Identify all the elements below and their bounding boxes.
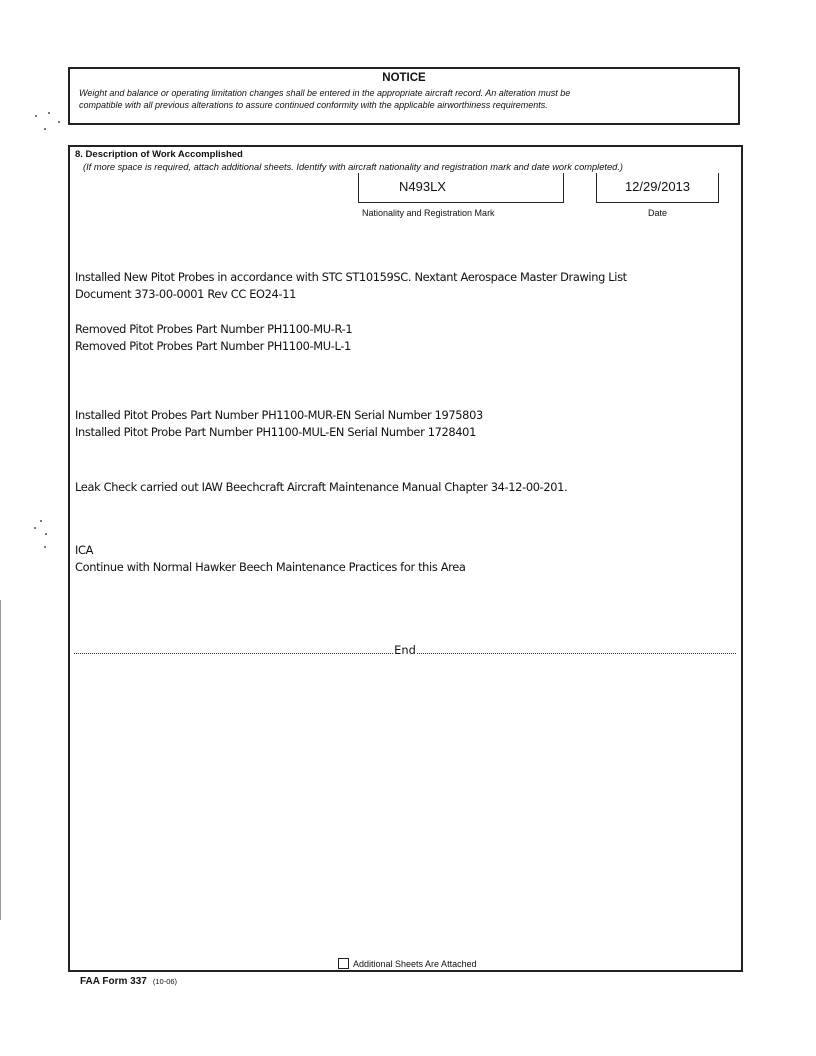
end-marker: End: [394, 643, 416, 657]
end-marker-line: [74, 643, 736, 657]
date-value: 12/29/2013: [624, 179, 691, 194]
work-line: Leak Check carried out IAW Beechcraft Aircraft Maintenance Manual Chapter 34-12-00-201.: [75, 480, 568, 494]
work-line: ICA: [75, 543, 94, 557]
additional-sheets-checkbox[interactable]: [338, 958, 349, 969]
notice-box: [68, 67, 740, 125]
dotted-leader: [417, 644, 736, 654]
notice-title: NOTICE: [382, 72, 426, 84]
work-line: Installed Pitot Probes Part Number PH1100-MUR-EN Serial Number 1975803: [75, 408, 483, 422]
scan-edge-line: [0, 600, 1, 920]
work-line: Removed Pitot Probes Part Number PH1100-MU-L-1: [75, 339, 351, 353]
form-revision: (10-06): [152, 977, 178, 986]
scan-speck: [44, 128, 46, 130]
work-line: Removed Pitot Probes Part Number PH1100-MU-R-1: [75, 322, 353, 336]
scan-speck: [35, 115, 37, 117]
notice-text: [79, 87, 729, 111]
date-field[interactable]: [596, 173, 719, 203]
scan-speck: [48, 112, 50, 114]
section-instructions: (If more space is required, attach additional sheets. Identify with aircraft nationality and registration mark and date work completed.): [83, 162, 624, 172]
form-footer: [80, 976, 177, 987]
additional-sheets-label: Additional Sheets Are Attached: [353, 958, 477, 969]
work-line: Installed Pitot Probe Part Number PH1100-MUL-EN Serial Number 1728401: [75, 425, 476, 439]
section-title: 8. Description of Work Accomplished: [75, 149, 243, 160]
notice-line-2: compatible with all previous alterations to assure continued conformity with the applicable airworthiness requirements.: [79, 100, 548, 110]
date-label: Date: [648, 208, 668, 218]
registration-value: N493LX: [399, 179, 446, 194]
scan-speck: [44, 546, 46, 548]
work-description-section: [68, 145, 743, 972]
scan-speck: [40, 520, 42, 522]
scan-speck: [58, 121, 60, 123]
scan-speck: [34, 527, 36, 529]
work-line: Continue with Normal Hawker Beech Maintenance Practices for this Area: [75, 560, 466, 574]
registration-field[interactable]: [358, 173, 564, 203]
notice-line-1: Weight and balance or operating limitation changes shall be entered in the appropriate aircraft record. An alteration must be: [79, 88, 571, 98]
dotted-leader: [74, 644, 393, 654]
work-line: Installed New Pitot Probes in accordance with STC ST10159SC. Nextant Aerospace Master Drawing List: [75, 270, 627, 284]
scan-speck: [45, 533, 47, 535]
registration-label: Nationality and Registration Mark: [362, 208, 495, 218]
additional-sheets-option[interactable]: [338, 958, 477, 969]
work-line: Document 373-00-0001 Rev CC EO24-11: [75, 287, 297, 301]
form-name: FAA Form 337: [80, 976, 147, 987]
